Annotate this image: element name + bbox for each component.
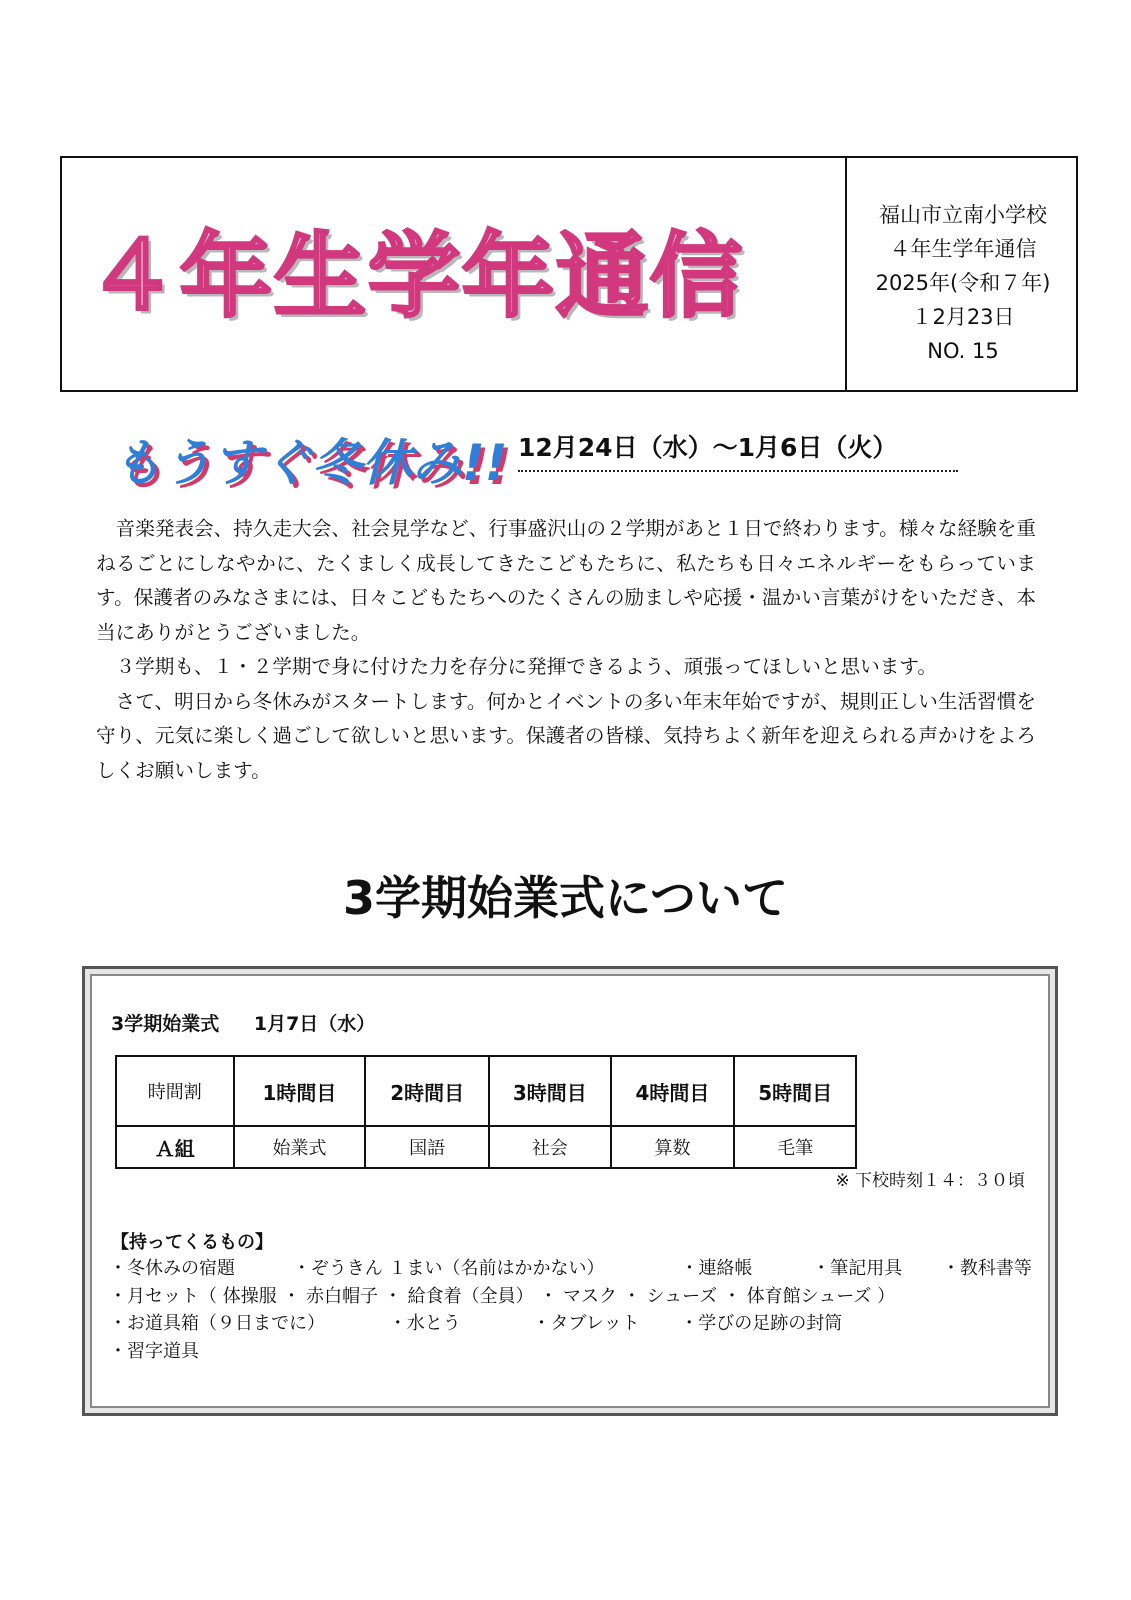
issue-number: NO. 15 [927, 339, 999, 363]
timetable-header-row [116, 1056, 856, 1126]
masthead-title: ４年生学年通信 [86, 223, 745, 330]
subject-cell: 毛筆 [734, 1126, 856, 1168]
list-item: ・習字道具 [109, 1340, 199, 1362]
message-paragraph: さて、明日から冬休みがスタートします。何かとイベントの多い年末年始ですが、規則正しい生活習慣を守り、元気に楽しく過ごして欲しいと思います。保護者の皆様、気持ちよく新年を迎えられる声かけをよろしくお願いします。 [96, 689, 1036, 782]
school-name: 福山市立南小学校 [879, 203, 1047, 227]
list-item: ・水とう [388, 1313, 461, 1334]
timetable-corner: 時間割 [116, 1056, 234, 1126]
list-item: ・ぞうきん １まい（名前はかかない） [292, 1258, 605, 1279]
ceremony-info-box [82, 966, 1058, 1416]
subject-cell: 国語 [365, 1126, 489, 1168]
winter-break-dates: 12月24日（水）～1月6日（火） [518, 430, 958, 472]
list-item: ・連絡帳 [680, 1258, 753, 1279]
winter-break-title: もうすぐ冬休み!! [112, 434, 508, 492]
list-item: ・教科書等 [941, 1258, 1032, 1279]
items-list [109, 1255, 1039, 1365]
period-header: 3時間目 [489, 1056, 611, 1126]
period-header: 1時間目 [234, 1056, 366, 1126]
ceremony-date: 1月7日（水） [253, 1013, 376, 1035]
items-line [109, 1283, 1039, 1311]
items-line [109, 1310, 1039, 1338]
subject-cell: 始業式 [234, 1126, 366, 1168]
items-title: 【持ってくるもの】 [111, 1232, 273, 1253]
list-item: ・学びの足跡の封筒 [680, 1313, 843, 1334]
issue-date: １2月23日 [911, 305, 1015, 329]
ceremony-label: 3学期始業式 [111, 1013, 220, 1035]
timetable-row [116, 1126, 856, 1168]
period-header: 5時間目 [734, 1056, 856, 1126]
subject-cell: 算数 [611, 1126, 735, 1168]
period-header: 2時間目 [365, 1056, 489, 1126]
message-paragraph: 音楽発表会、持久走大会、社会見学など、行事盛沢山の２学期があと１日で終わります。様々な経験を重ねるごとにしなやかに、たくましく成長してきたこどもたちに、私たちも日々エネルギーをもらっています。保護者のみなさまには、日々こどもたちへのたくさんの励ましや応援・温かい言葉がけをいただき、本当にありがとうございました。 [96, 517, 1036, 644]
list-item: ・お道具箱（９日までに） [109, 1313, 325, 1334]
newsletter-header [60, 156, 1078, 392]
dismissal-time-note: ※ 下校時刻１４：３０頃 [835, 1171, 1025, 1191]
issue-year: 2025年(令和７年) [875, 271, 1051, 295]
list-item: ・筆記用具 [812, 1258, 903, 1279]
period-header: 4時間目 [611, 1056, 735, 1126]
subject-cell: 社会 [489, 1126, 611, 1168]
list-item: ・冬休みの宿題 [109, 1258, 235, 1279]
message-paragraph: ３学期も、１・２学期で身に付けた力を存分に発揮できるよう、頑張ってほしいと思います。 [115, 655, 937, 678]
header-divider [845, 158, 847, 390]
list-item: ・月セット（ 体操服 ・ 赤白帽子 ・ 給食着（全員） ・ マスク ・ シューズ ・ 体育館シューズ ） [109, 1285, 896, 1307]
winter-message [96, 512, 1036, 788]
class-label: Ａ組 [116, 1126, 234, 1168]
newsletter-name: ４年生学年通信 [889, 237, 1037, 261]
items-line [109, 1255, 1039, 1283]
ceremony-date-line [111, 1009, 711, 1039]
items-line [109, 1338, 1039, 1366]
issue-info [848, 198, 1078, 368]
list-item: ・タブレット [532, 1313, 640, 1334]
timetable [115, 1055, 857, 1169]
ceremony-heading: 3学期始業式について [342, 871, 789, 925]
